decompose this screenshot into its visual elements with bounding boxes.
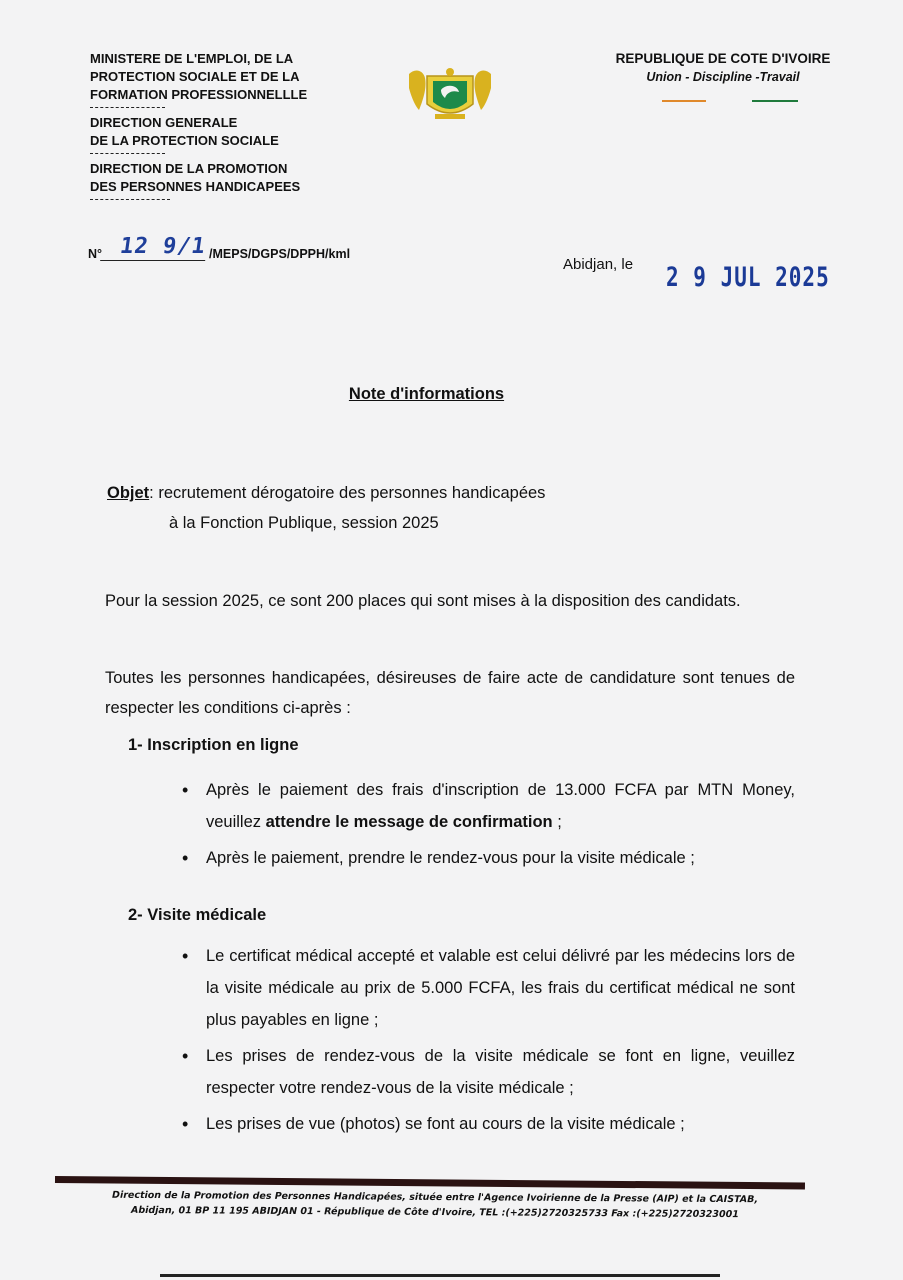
list-item [180,842,795,874]
bottom-edge-line [160,1274,720,1277]
republic-name: REPUBLIQUE DE COTE D'IVOIRE [615,51,831,66]
footer-address [60,1187,810,1222]
date-label: Abidjan, le [563,256,634,273]
list-item-text: Le certificat médical accepté et valable est celui délivré par les médecins lors de la visite médicale au prix de 5.000 FCFA, les frais du certificat médical ne sont plus payables en ligne ; [206,947,795,1029]
list-item-bold-text: attendre le message de confirmation [265,813,553,831]
subject-line-2: à la Fonction Publique, session 2025 [169,514,439,532]
page-title: Note d'informations [348,385,505,403]
ministry-line-1: MINISTERE DE L'EMPLOI, DE LA [90,51,294,66]
reference-handwritten-number: 12 9/1 [100,234,209,261]
direction-generale [90,114,390,150]
direction-promotion-line-1: DIRECTION DE LA PROMOTION [90,161,288,176]
intro-paragraph: Pour la session 2025, ce sont 200 places qui sont mises à la disposition des candidats. [105,592,741,610]
header-divider [90,199,170,200]
direction-promotion [90,160,390,196]
coat-of-arms-icon [405,66,495,124]
list-item-text: Après le paiement des frais d'inscription de 13.000 FCFA par MTN Money, veuillez [206,781,795,831]
footer-line-2: Abidjan, 01 BP 11 195 ABIDJAN 01 - République de Côte d'Ivoire, TEL :(+225)2720325733 Fax :(+225)2720323001 [130,1204,739,1221]
list-item [180,774,795,838]
ministry-line-3: FORMATION PROFESSIONNELLLE [90,87,308,102]
list-item [180,1040,795,1104]
ministry-name [90,50,390,104]
section-heading-inscription: 1- Inscription en ligne [128,736,299,754]
reference-code: /MEPS/DGPS/DPPH/kml [209,247,351,261]
reference-label: N° [88,247,103,261]
list-item-text: Les prises de vue (photos) se font au cours de la visite médicale ; [206,1115,685,1133]
visite-list [180,940,795,1144]
national-motto: Union - Discipline -Travail [646,70,800,84]
list-item-text: Les prises de rendez-vous de la visite médicale se font en ligne, veuillez respecter votre rendez-vous de la visite médicale ; [206,1047,795,1097]
list-item-text: ; [552,813,562,831]
section-heading-visite: 2- Visite médicale [128,906,267,924]
subject-label: Objet [107,484,150,502]
inscription-list [180,774,795,878]
direction-promotion-line-2: DES PERSONNES HANDICAPEES [90,179,301,194]
subject-text: : recrutement dérogatoire des personnes handicapées [149,484,546,502]
subject-block [107,478,545,538]
date-stamp: 2 9 JUL 2025 [666,262,830,292]
header-divider [90,153,165,154]
flag-orange-bar [662,100,706,102]
list-item-text: Après le paiement, prendre le rendez-vous pour la visite médicale ; [206,849,695,867]
conditions-paragraph: Toutes les personnes handicapées, désireuses de faire acte de candidature sont tenues de respecter les conditions ci-après : [105,669,795,717]
flag-green-bar [752,100,798,102]
direction-generale-line-2: DE LA PROTECTION SOCIALE [90,133,279,148]
ministry-line-2: PROTECTION SOCIALE ET DE LA [90,69,300,84]
republic-header [598,50,848,86]
direction-generale-line-1: DIRECTION GENERALE [90,115,238,130]
footer-line-1: Direction de la Promotion des Personnes Handicapées, située entre l'Agence Ivoirienne de la Presse (AIP) et la CAISTAB, [112,1189,759,1206]
subject-line-1 [107,478,545,508]
list-item [180,940,795,1036]
ministry-header [90,50,390,206]
header-divider [90,107,165,108]
list-item [180,1108,795,1140]
reference-number [88,234,350,261]
